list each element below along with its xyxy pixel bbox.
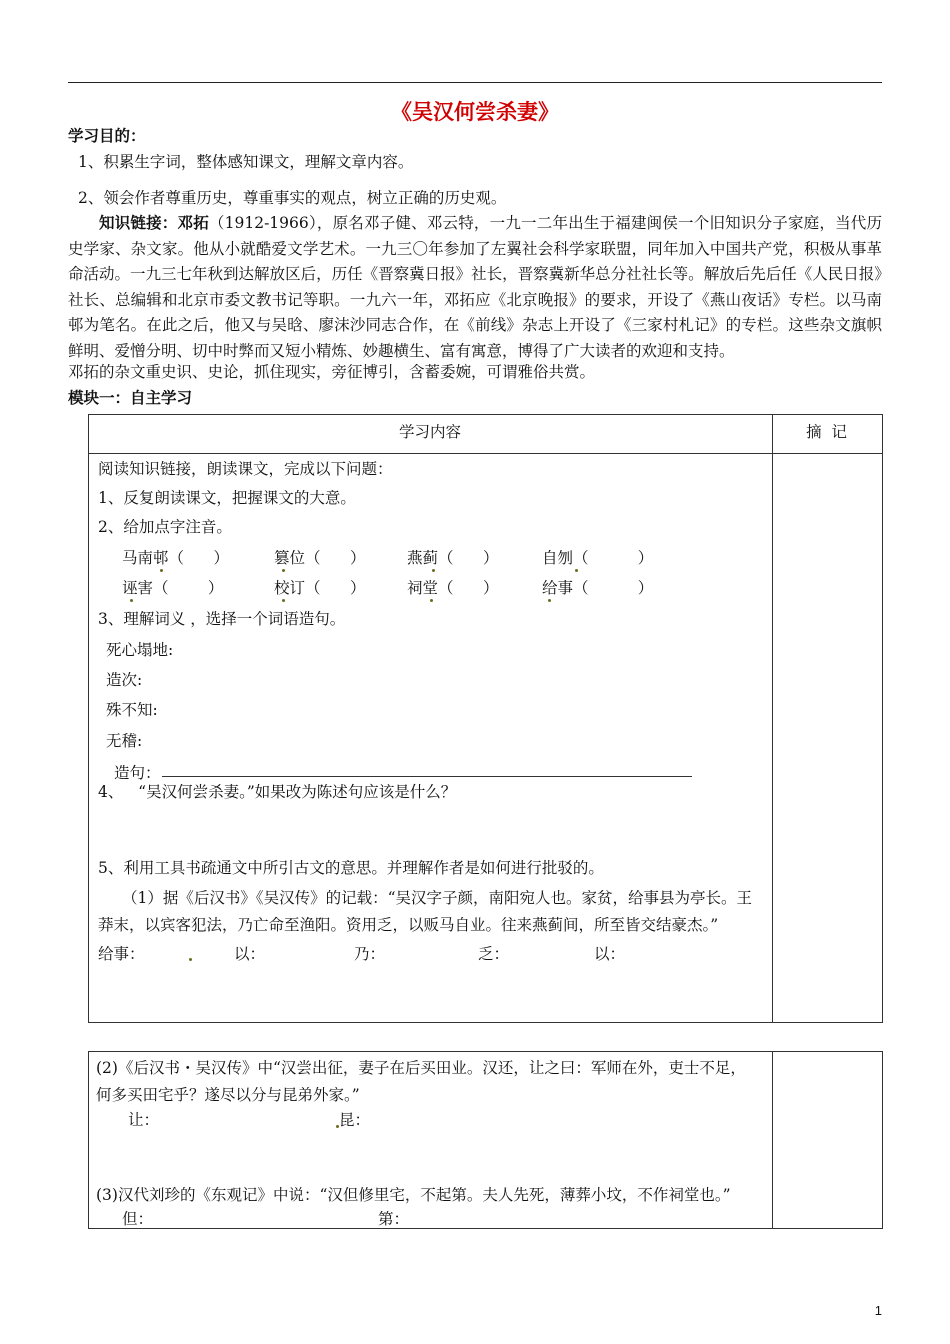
pinyin-item: 校订（ ） — [274, 579, 366, 597]
emphasis-dot — [548, 599, 551, 602]
knowledge-paragraph — [68, 210, 882, 365]
table2-column-divider — [772, 1051, 773, 1228]
pinyin-item: 篡位（ ） — [274, 549, 366, 567]
table1-header-content: 学习内容 — [398, 423, 461, 441]
question-4: 4、 “吴汉何尝杀妻。”如果改为陈述句应该是什么？ — [98, 783, 457, 801]
question-1: 1、反复朗读课文，把握课文的大意。 — [98, 489, 356, 507]
gloss-item: 乃： — [354, 945, 386, 963]
question-2: 2、给加点字注音。 — [98, 518, 232, 536]
question-5-2-line-2: 何多买田宅乎？遂尽以分与昆弟外家。” — [96, 1086, 360, 1104]
sentence-label: 造句： — [114, 764, 161, 782]
gloss-item: 第： — [378, 1210, 410, 1228]
question-5-1-line-1: （1）据《后汉书》《吴汉传》的记载：“吴汉字子颜，南阳宛人也。家贫，给事县为亭长。王 — [122, 889, 753, 907]
objectives-heading: 学习目的： — [68, 126, 146, 145]
table1-intro: 阅读知识链接，朗读课文，完成以下问题： — [98, 460, 393, 478]
pinyin-item: 祠堂（ ） — [407, 579, 499, 597]
page-number: 1 — [874, 1303, 882, 1318]
knowledge-last-line: 邓拓的杂文重史识、史论，抓住现实，旁征博引，含蓄委婉，可谓雅俗共赏。 — [68, 363, 596, 381]
pinyin-item: 诬害（ ） — [122, 579, 224, 597]
question-5-1-line-2: 莽末，以宾客犯法，乃亡命至渔阳。资用乏，以贩马自业。往来燕蓟间，所至皆交结豪杰。” — [98, 916, 719, 934]
gloss-item: 昆： — [339, 1111, 371, 1129]
gloss-item: 以： — [594, 945, 626, 963]
module1-heading: 模块一：自主学习 — [68, 388, 193, 407]
emphasis-dot — [160, 569, 163, 572]
pinyin-item: 给事（ ） — [542, 579, 654, 597]
vocab-word: 无稽: — [106, 732, 143, 750]
gloss-item: 以： — [234, 945, 266, 963]
question-3: 3、理解词义 ，选择一个词语造句。 — [98, 610, 346, 628]
emphasis-dot — [282, 569, 285, 572]
gloss-item: 给事： — [98, 945, 145, 963]
question-5: 5、利用工具书疏通文中所引古文的意思。并理解作者是如何进行批驳的。 — [98, 859, 604, 877]
question-5-3-line-1: (3)汉代刘珍的《东观记》中说：“汉但修里宅，不起第。夫人先死，薄葬小坟，不作祠堂也。” — [96, 1186, 731, 1204]
vocab-word: 造次: — [106, 671, 143, 689]
document-title: 《吴汉何尝杀妻》 — [391, 99, 559, 124]
emphasis-dot — [282, 599, 285, 602]
gloss-item: 让： — [128, 1111, 160, 1129]
emphasis-dot — [432, 569, 435, 572]
header-rule — [68, 82, 882, 83]
question-5-2-line-1: (2)《后汉书・吴汉传》中“汉尝出征，妻子在后买田业。汉还，让之曰：军师在外，吏士不足， — [96, 1059, 746, 1077]
objective-item-2: 2、领会作者尊重历史，尊重事实的观点，树立正确的历史观。 — [78, 189, 507, 207]
pinyin-item: 马南邨（ ） — [122, 549, 230, 567]
knowledge-label: 知识链接：邓拓 — [99, 213, 209, 232]
table1-header-divider — [88, 453, 882, 454]
vocab-word: 殊不知: — [106, 701, 158, 719]
emphasis-dot — [430, 599, 433, 602]
gloss-item: 但： — [122, 1210, 154, 1228]
gloss-item: 乏： — [478, 945, 510, 963]
table1-column-divider — [772, 414, 773, 1022]
vocab-word: 死心塌地: — [106, 641, 174, 659]
objective-item-1: 1、积累生字词，整体感知课文，理解文章内容。 — [78, 153, 414, 171]
sentence-answer-line[interactable] — [162, 776, 692, 777]
emphasis-dot — [189, 958, 192, 961]
emphasis-dot — [130, 599, 133, 602]
emphasis-dot — [575, 569, 578, 572]
pinyin-item: 自刎（ ） — [542, 549, 654, 567]
knowledge-body: （1912-1966），原名邓子健、邓云特，一九一二年出生于福建闽侯一个旧知识分子家庭，当代历史学家、杂文家。他从小就酷爱文学艺术。一九三〇年参加了左翼社会科学家联盟，同年加入中国共产党，积极从事革命活动。一九三七年秋到达解放区后，历任《晋察冀日报》社长，晋察冀新华总分社社长等。解放后先后任《人民日报》社长、总编辑和北京市委文教书记等职。一九六一年，邓拓应《北京晚报》的要求，开设了《燕山夜话》专栏。以马南邨为笔名。在此之后，他又与吴晗、廖沫沙同志合作，在《前线》杂志上开设了《三家村札记》的专栏。这些杂文旗帜鲜明、爱憎分明、切中时弊而又短小精炼、妙趣横生、富有寓意，博得了广大读者的欢迎和支持。 — [68, 214, 882, 360]
table1-header-notes: 摘 记 — [806, 423, 847, 441]
pinyin-item: 燕蓟（ ） — [407, 549, 499, 567]
